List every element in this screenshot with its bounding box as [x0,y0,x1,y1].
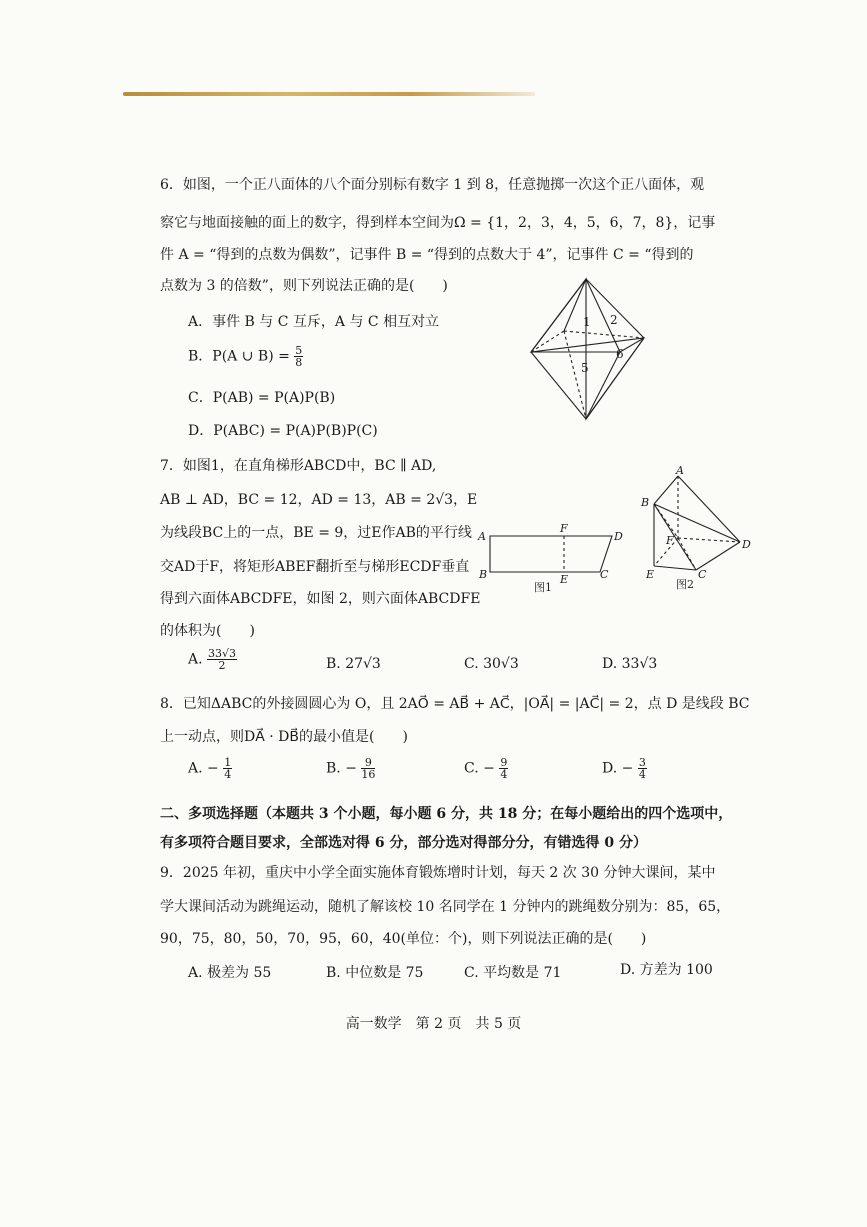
q8-option-d-sign: − [621,760,634,777]
q6-option-c: C．P(AB) = P(A)P(B) [188,390,336,406]
q7-option-a [188,648,237,671]
octahedron-figure [528,276,648,426]
q8-option-d-fraction [638,757,647,780]
q6-option-b [188,345,303,368]
q8-option-a-sign: − [207,760,219,777]
q7-option-c: C. 30√3 [464,656,519,672]
q7-option-a-prefix: A. [188,651,203,668]
q8-option-c-num: 9 [500,756,508,769]
q9-line-1: 9．2025 年初，重庆中小学全面实施体育锻炼增时计划，每天 2 次 30 分钟大课间，某中 [160,865,716,881]
q8-option-b-num: 9 [361,757,375,769]
q6-line-2: 察它与地面接触的面上的数字，得到样本空间为Ω = {1，2，3，4，5，6，7，8}，记事 [160,215,716,231]
fig2-caption: 图2 [676,578,694,591]
q7-option-b: B. 27√3 [326,656,381,672]
q8-option-c-prefix: C. [464,760,479,777]
q9-option-b: B. 中位数是 75 [326,965,424,981]
octahedron-face-label: 5 [581,361,589,375]
q8-line-2: 上一动点，则DA⃗ · DB⃗的最小值是( ) [160,729,408,745]
q7-option-d: D. 33√3 [602,656,658,672]
q6-option-a: A．事件 B 与 C 互斥，A 与 C 相互对立 [188,314,440,330]
q6-line-1: 6．如图，一个正八面体的八个面分别标有数字 1 到 8，任意抛掷一次这个正八面体，观 [160,177,705,193]
page-footer: 高一数学 第 2 页 共 5 页 [345,1016,522,1032]
q8-option-b-prefix: B. [326,760,341,777]
q8-option-b [326,757,375,780]
q7-line-2: AB ⊥ AD，BC = 12，AD = 13，AB = 2√3，E [160,492,478,508]
q8-option-b-sign: − [345,760,357,777]
q8-option-d-den: 4 [638,768,646,781]
top-decorative-rule [123,92,535,96]
octahedron-face-label: 1 [583,315,591,329]
q7-option-a-num: 33√3 [208,647,237,660]
fig2-label-b: B [641,496,650,509]
q8-option-c-den: 4 [500,768,508,781]
q9-line-2: 学大课间活动为跳绳运动，随机了解该校 10 名同学在 1 分钟内的跳绳数分别为：85，65， [160,899,731,915]
octahedron-face-label: 2 [610,313,618,327]
q7-option-a-den: 2 [218,659,226,672]
q9-option-a: A. 极差为 55 [188,965,272,981]
fig2-label-f: F [666,534,674,547]
q6-option-b-num: 5 [295,344,303,357]
q6-option-b-prefix: B．P(A ∪ B) = [188,348,290,365]
q8-option-c [464,757,508,780]
q8-option-d-num: 3 [638,756,646,769]
q7-line-1: 7．如图1，在直角梯形ABCD中，BC ∥ AD, [160,458,437,474]
q7-option-a-fraction [207,648,237,671]
fig2-label-c: C [698,568,707,581]
fig1-label-c: C [600,568,609,581]
fig1-label-f: F [560,522,568,535]
q8-option-c-fraction [499,757,508,780]
q8-option-a-fraction [223,757,232,780]
q6-option-b-den: 8 [295,356,303,369]
q8-option-d [602,757,647,780]
q7-line-3: 为线段BC上的一点，BE = 9，过E作AB的平行线 [160,525,472,541]
q8-option-a-prefix: A. [188,760,203,777]
fig2-label-a: A [676,466,684,477]
q6-option-d: D．P(ABC) = P(A)P(B)P(C) [188,423,378,439]
fig2-label-e: E [646,568,655,581]
q8-option-a-num: 1 [224,756,232,769]
fig1-label-d: D [614,530,623,543]
q7-line-5: 得到六面体ABCDFE，如图 2，则六面体ABCDFE [160,591,481,607]
hexahedron-figure-2 [636,466,756,592]
section-2-heading-line-1: 二、多项选择题（本题共 3 个小题，每小题 6 分，共 18 分；在每小题给出的四个选项中， [160,806,733,822]
q9-line-3: 90，75，80，50，70，95，60，40(单位：个)，则下列说法正确的是( ) [160,931,647,947]
q9-option-c: C. 平均数是 71 [464,965,562,981]
q8-option-d-prefix: D. [602,760,618,777]
q8-option-b-den: 16 [361,768,376,781]
q9-option-d: D. 方差为 100 [620,962,713,978]
fig2-label-d: D [742,538,751,551]
q7-line-4: 交AD于F，将矩形ABEF翻折至与梯形ECDF垂直 [160,559,470,575]
section-2-heading-line-2: 有多项符合题目要求，全部选对得 6 分，部分选对得部分分，有错选得 0 分） [160,835,647,851]
fig1-label-a: A [478,530,486,543]
q6-line-4: 点数为 3 的倍数”，则下列说法正确的是( ) [160,278,448,294]
q7-line-6: 的体积为( ) [160,623,255,639]
q8-line-1: 8．已知ΔABC的外接圆圆心为 O，且 2AO⃗ = AB⃗ + AC⃗，|OA⃗| = |AC⃗| = 2，点 D 是线段 BC [160,696,750,712]
q8-option-c-sign: − [483,760,495,777]
q8-option-a-den: 4 [224,768,232,781]
trapezoid-figure-1 [476,520,636,596]
fig1-caption: 图1 [534,581,552,594]
octahedron-face-label: 6 [616,347,624,361]
q8-option-a [188,757,232,780]
q6-line-3: 件 A = “得到的点数为偶数”，记事件 B = “得到的点数大于 4”，记事件 C = “得到的 [160,247,694,263]
fig1-label-e: E [560,573,569,586]
q8-option-b-fraction [361,757,375,780]
q6-option-b-fraction [294,345,303,368]
fig1-label-b: B [479,568,488,581]
